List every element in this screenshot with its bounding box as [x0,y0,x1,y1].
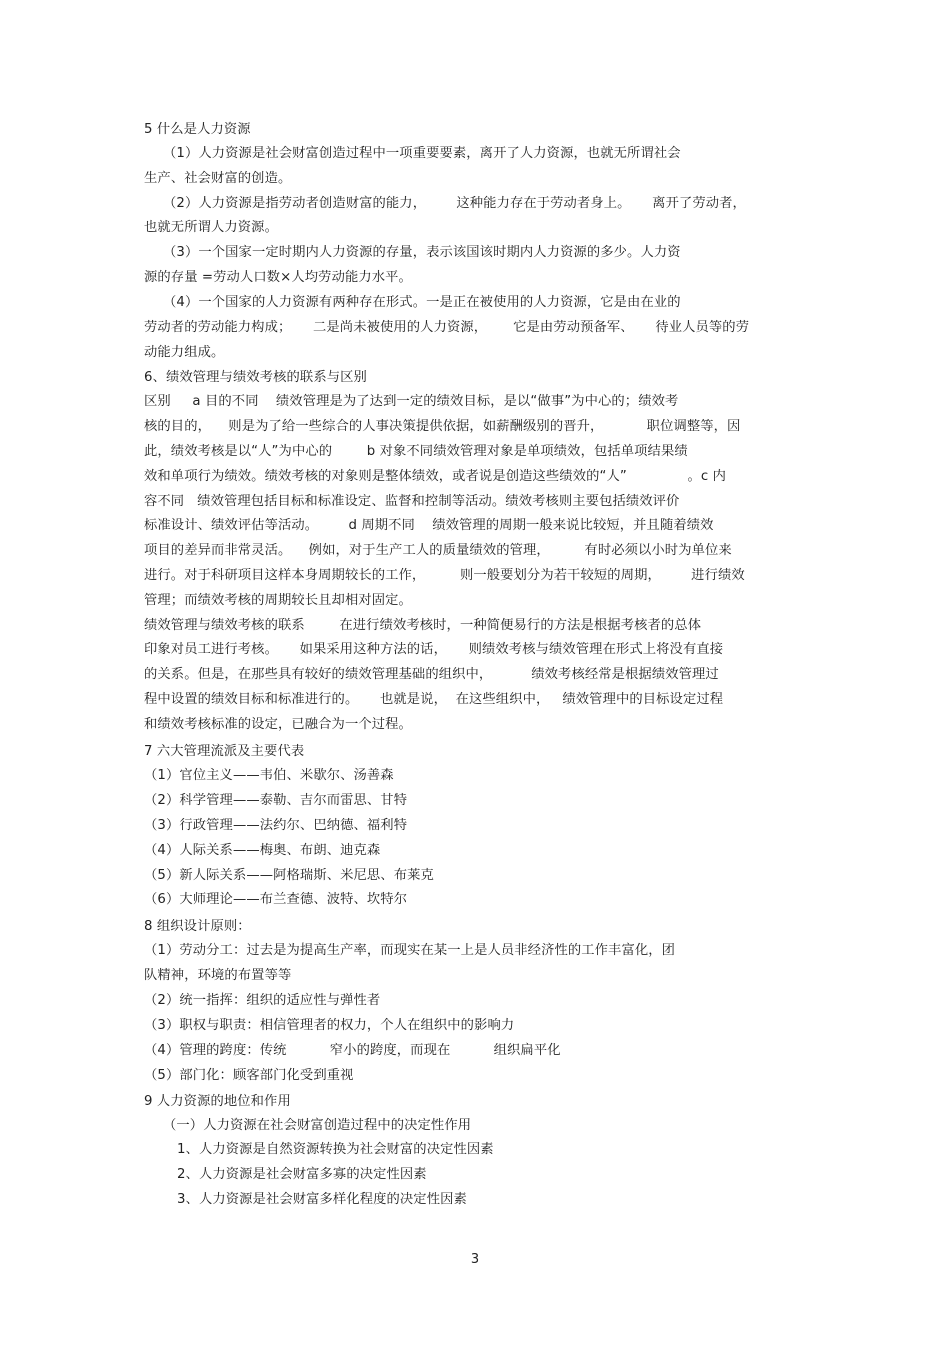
text-line: 的关系。但是，在那些具有较好的绩效管理基础的组织中， 绩效考核经常是根据绩效管理过 [144,667,719,682]
text-line: （3）职权与职责：相信管理者的权力，个人在组织中的影响力 [144,1018,515,1033]
text-line: （4）一个国家的人力资源有两种存在形式。一是正在被使用的人力资源，它是由在业的 [163,295,681,310]
text-line: （1）官位主义——韦伯、米歇尔、汤善森 [144,768,394,783]
text-line: 生产、社会财富的创造。 [144,171,292,186]
text-line: 程中设置的绩效目标和标准进行的。 也就是说， 在这些组织中， 绩效管理中的目标设定过程 [144,692,724,707]
text-line: 队精神，环境的布置等等 [144,968,292,983]
text-line: 源的存量 =劳动人口数×人均劳动能力水平。 [144,270,412,285]
text-line: 7 六大管理流派及主要代表 [144,744,305,759]
text-line: （3）一个国家一定时期内人力资源的存量，表示该国该时期内人力资源的多少。人力资 [163,245,681,260]
text-line: 管理；而绩效考核的周期较长且却相对固定。 [144,593,412,608]
text-line: 3、人力资源是社会财富多样化程度的决定性因素 [177,1192,467,1207]
text-line: （4）管理的跨度：传统 窄小的跨度，而现在 组织扁平化 [144,1043,561,1058]
text-line: 1、人力资源是自然资源转换为社会财富的决定性因素 [177,1142,494,1157]
text-line: 和绩效考核标准的设定，已融合为一个过程。 [144,717,412,732]
text-line: 劳动者的劳动能力构成； 二是尚未被使用的人力资源， 它是由劳动预备军、 待业人员等的劳 [144,320,750,335]
text-line: 核的目的， 则是为了给一些综合的人事决策提供依据，如薪酬级别的晋升， 职位调整等，因 [144,419,741,434]
text-line: 印象对员工进行考核。 如果采用这种方法的话， 则绩效考核与绩效管理在形式上将没有直接 [144,642,724,657]
text-line: （3）行政管理——法约尔、巴纳德、福利特 [144,818,408,833]
text-line: （2）人力资源是指劳动者创造财富的能力， 这种能力存在于劳动者身上。 离开了劳动者， [163,196,746,211]
text-line: （2）统一指挥：组织的适应性与弹性者 [144,993,381,1008]
text-line: （1）劳动分工：过去是为提高生产率，而现实在某一上是人员非经济性的工作丰富化，团 [144,943,676,958]
text-line: （1）人力资源是社会财富创造过程中一项重要要素，离开了人力资源，也就无所谓社会 [163,146,681,161]
text-line: 项目的差异而非常灵活。 例如，对于生产工人的质量绩效的管理， 有时必须以小时为单位来 [144,543,732,558]
text-line: 标准设计、绩效评估等活动。 d 周期不同 绩效管理的周期一般来说比较短，并且随着绩效 [144,518,714,533]
text-line: 效和单项行为绩效。绩效考核的对象则是整体绩效，或者说是创造这些绩效的“人” 。c 内 [144,469,726,484]
text-line: （4）人际关系——梅奥、布朗、迪克森 [144,843,381,858]
text-line: 也就无所谓人力资源。 [144,220,278,235]
text-line: 5 什么是人力资源 [144,122,251,137]
text-line: （5）新人际关系——阿格瑞斯、米尼思、布莱克 [144,868,434,883]
text-line: 绩效管理与绩效考核的联系 在进行绩效考核时，一种简便易行的方法是根据考核者的总体 [144,618,702,633]
text-line: （一）人力资源在社会财富创造过程中的决定性作用 [163,1118,472,1133]
text-line: 区别 a 目的不同 绩效管理是为了达到一定的绩效目标，是以“做事”为中心的；绩效考 [144,394,679,409]
page-number: 3 [470,1252,480,1267]
text-line: 容不同 绩效管理包括目标和标准设定、监督和控制等活动。绩效考核则主要包括绩效评价 [144,494,680,509]
text-line: 8 组织设计原则： [144,919,251,934]
text-line: （2）科学管理——泰勒、吉尔而雷思、甘特 [144,793,408,808]
text-line: （6）大师理论——布兰查德、波特、坎特尔 [144,892,408,907]
text-line: 进行。对于科研项目这样本身周期较长的工作， 则一般要划分为若干较短的周期， 进行绩效 [144,568,745,583]
text-line: 动能力组成。 [144,345,225,360]
text-line: 6、绩效管理与绩效考核的联系与区别 [144,370,367,385]
text-line: 2、人力资源是社会财富多寡的决定性因素 [177,1167,427,1182]
text-line: 此，绩效考核是以“人”为中心的 b 对象不同绩效管理对象是单项绩效，包括单项结果绩 [144,444,688,459]
text-line: 9 人力资源的地位和作用 [144,1094,291,1109]
text-line: （5）部门化：顾客部门化受到重视 [144,1068,354,1083]
